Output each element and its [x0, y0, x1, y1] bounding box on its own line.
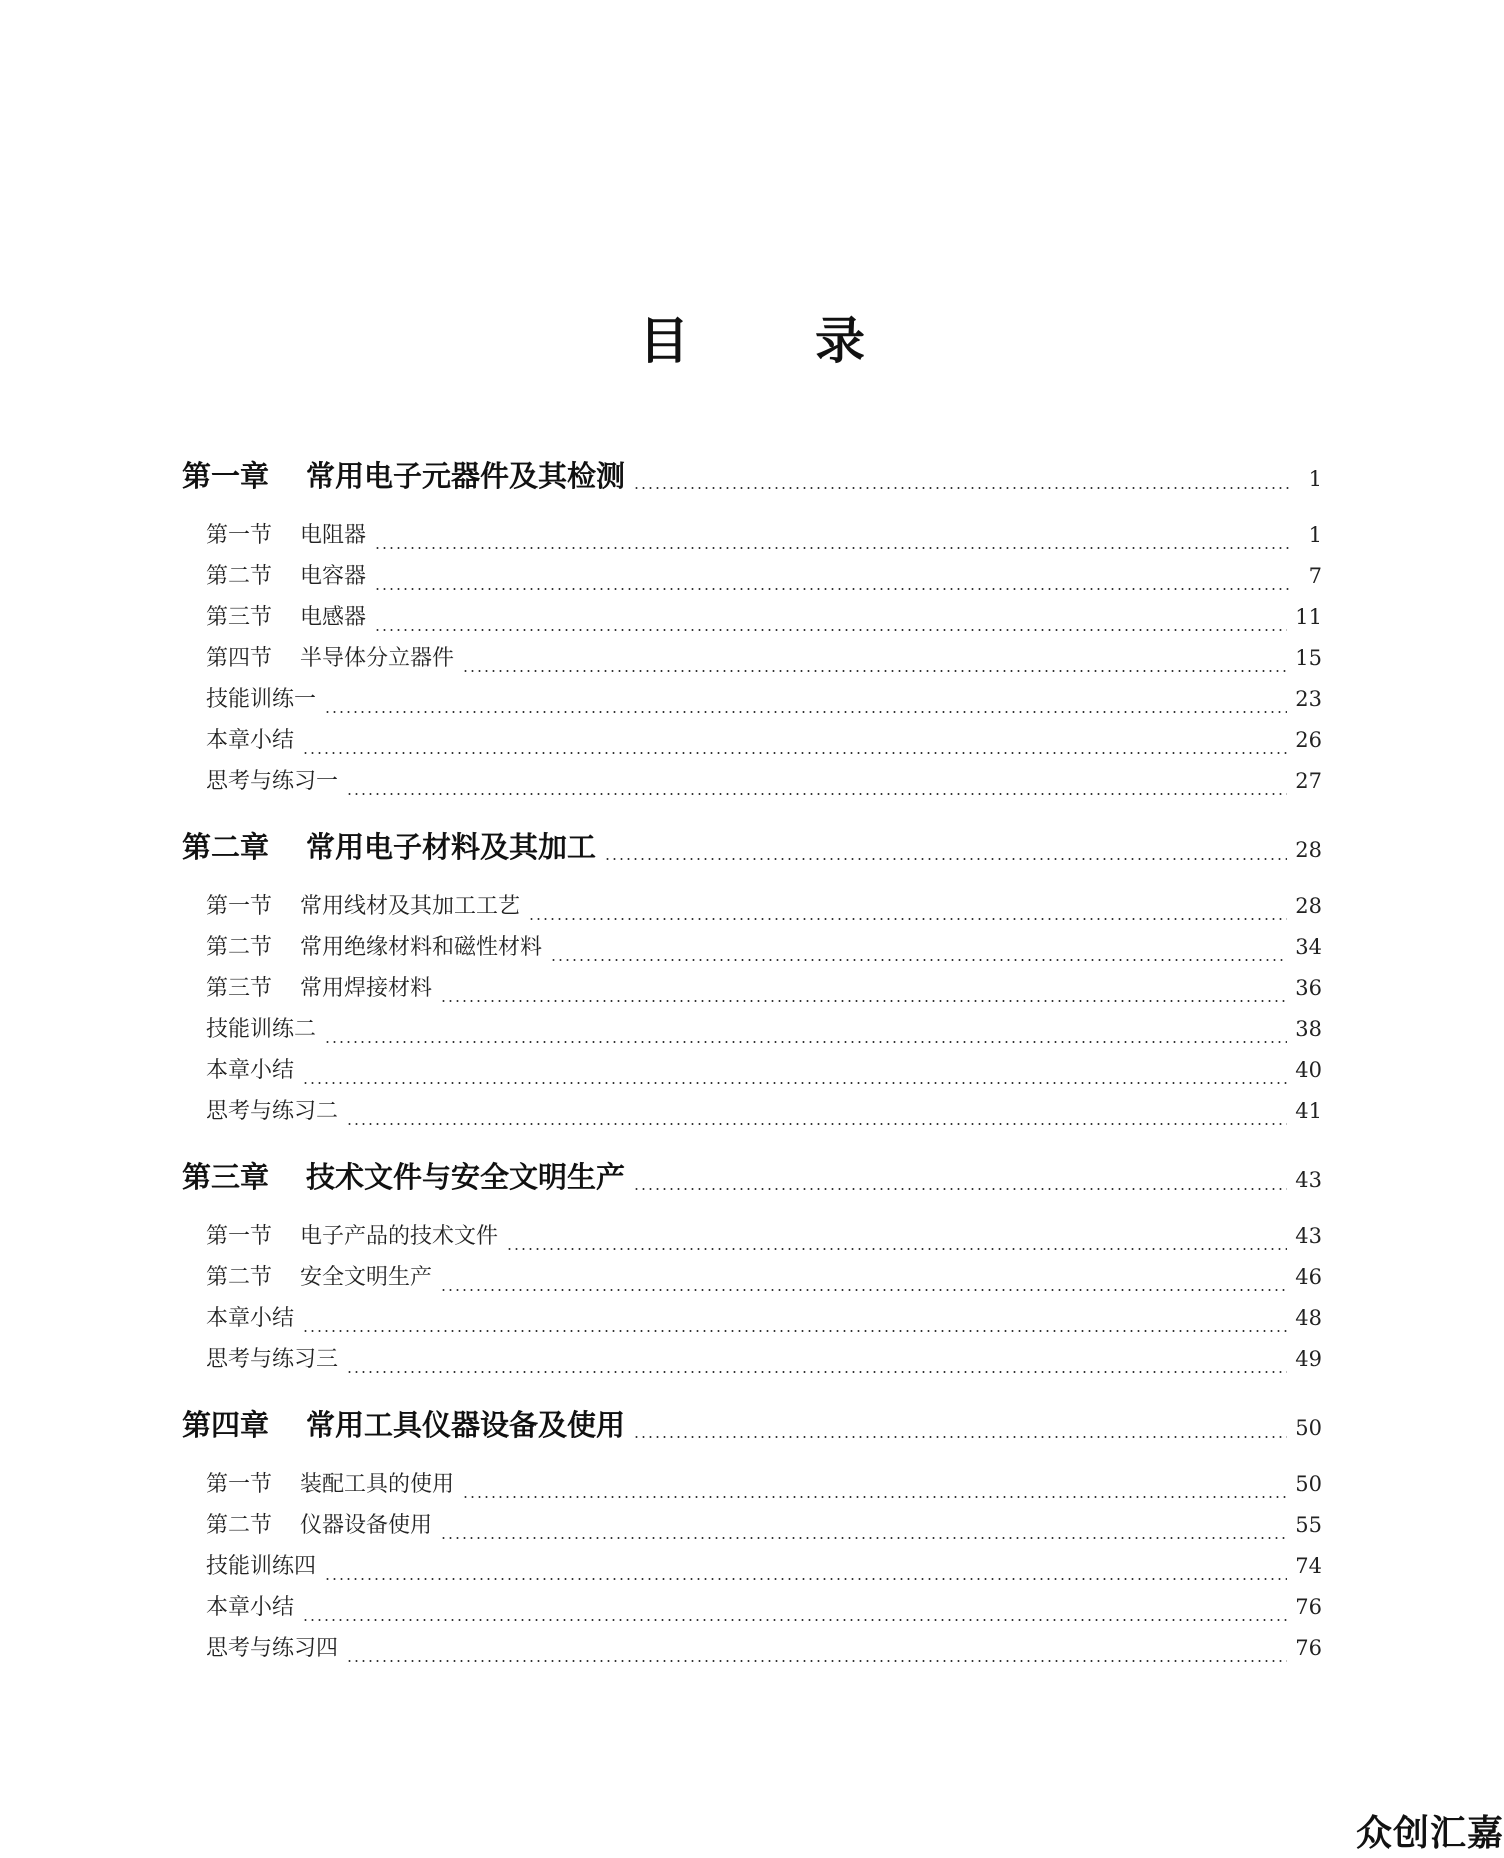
section-title: 思考与练习二	[206, 1099, 339, 1124]
dot-leader	[346, 1660, 1287, 1662]
dot-leader	[440, 1289, 1287, 1291]
page-number: 26	[1295, 728, 1322, 752]
toc-chapter-row[interactable]	[182, 1403, 1322, 1447]
toc-section-row[interactable]	[206, 971, 1322, 1009]
section-title: 安全文明生产	[300, 1265, 433, 1290]
toc-section-row[interactable]	[206, 1219, 1322, 1257]
dot-leader	[604, 858, 1287, 860]
toc-section-row[interactable]	[206, 1467, 1322, 1505]
chapter-title: 常用工具仪器设备及使用	[306, 1408, 626, 1442]
section-title: 技能训练二	[206, 1017, 317, 1042]
section-number: 第一节	[206, 523, 273, 548]
section-title: 常用线材及其加工工艺	[300, 894, 521, 919]
toc-chapter-row[interactable]	[182, 825, 1322, 869]
page-number: 76	[1295, 1595, 1322, 1619]
section-title: 本章小结	[206, 1058, 295, 1083]
dot-leader	[346, 1123, 1287, 1125]
section-number: 第一节	[206, 1472, 273, 1497]
page-number: 15	[1295, 646, 1322, 670]
toc-section-row[interactable]	[206, 1631, 1322, 1669]
dot-leader	[440, 1000, 1287, 1002]
dot-leader	[346, 793, 1287, 795]
toc-section-row[interactable]	[206, 641, 1322, 679]
page-number: 40	[1295, 1058, 1322, 1082]
page-number: 7	[1308, 564, 1322, 588]
dot-leader	[374, 588, 1290, 590]
toc-section-row[interactable]	[206, 1301, 1322, 1339]
section-number: 第二节	[206, 1265, 273, 1290]
chapter-title: 技术文件与安全文明生产	[306, 1160, 626, 1194]
page-number: 48	[1295, 1306, 1322, 1330]
section-title: 装配工具的使用	[300, 1472, 455, 1497]
dot-leader	[506, 1248, 1287, 1250]
section-number: 第四节	[206, 646, 273, 671]
dot-leader	[324, 1578, 1287, 1580]
chapter-number: 第四章	[182, 1408, 270, 1442]
section-title: 常用绝缘材料和磁性材料	[300, 935, 543, 960]
dot-leader	[528, 918, 1287, 920]
dot-leader	[633, 1188, 1287, 1190]
dot-leader	[302, 1082, 1287, 1084]
page-number: 41	[1295, 1099, 1322, 1123]
section-title: 半导体分立器件	[300, 646, 455, 671]
page-number: 28	[1295, 894, 1322, 918]
page-number: 1	[1308, 467, 1322, 491]
page-number: 34	[1295, 935, 1322, 959]
section-title: 技能训练四	[206, 1554, 317, 1579]
page-number: 23	[1295, 687, 1322, 711]
section-title: 思考与练习一	[206, 769, 339, 794]
section-title: 电容器	[300, 564, 367, 589]
page-number: 28	[1295, 838, 1322, 862]
section-title: 技能训练一	[206, 687, 317, 712]
page-title	[0, 302, 1504, 372]
toc-section-row[interactable]	[206, 1260, 1322, 1298]
dot-leader	[324, 1041, 1287, 1043]
section-number: 第二节	[206, 564, 273, 589]
section-number: 第一节	[206, 894, 273, 919]
dot-leader	[346, 1371, 1287, 1373]
chapter-number: 第三章	[182, 1160, 270, 1194]
section-title: 思考与练习三	[206, 1347, 339, 1372]
section-number: 第二节	[206, 935, 273, 960]
chapter-number: 第二章	[182, 830, 270, 864]
page-number: 11	[1295, 605, 1322, 629]
dot-leader	[324, 711, 1287, 713]
page-number: 1	[1308, 523, 1322, 547]
page-number: 38	[1295, 1017, 1322, 1041]
section-title: 本章小结	[206, 1595, 295, 1620]
section-title: 电阻器	[300, 523, 367, 548]
page-number: 74	[1295, 1554, 1322, 1578]
page-number: 46	[1295, 1265, 1322, 1289]
toc-section-row[interactable]	[206, 682, 1322, 720]
chapter-number: 第一章	[182, 459, 270, 493]
watermark-logo: 众创汇嘉	[1355, 1812, 1504, 1854]
section-title: 常用焊接材料	[300, 976, 433, 1001]
page-number: 50	[1295, 1472, 1322, 1496]
page-number: 55	[1295, 1513, 1322, 1537]
dot-leader	[302, 1330, 1287, 1332]
section-number: 第三节	[206, 976, 273, 1001]
toc-section-row[interactable]	[206, 1053, 1322, 1091]
dot-leader	[633, 487, 1290, 489]
toc-section-row[interactable]	[206, 1012, 1322, 1050]
toc-section-row[interactable]	[206, 889, 1322, 927]
page-number: 27	[1295, 769, 1322, 793]
toc-chapter-row[interactable]	[182, 454, 1322, 498]
section-number: 第三节	[206, 605, 273, 630]
dot-leader	[633, 1436, 1287, 1438]
section-title: 思考与练习四	[206, 1636, 339, 1661]
toc-section-row[interactable]	[206, 559, 1322, 597]
toc-section-row[interactable]	[206, 600, 1322, 638]
page-number: 50	[1295, 1416, 1322, 1440]
toc-section-row[interactable]	[206, 723, 1322, 761]
section-title: 仪器设备使用	[300, 1513, 433, 1538]
toc-section-row[interactable]	[206, 930, 1322, 968]
toc-section-row[interactable]	[206, 1094, 1322, 1132]
dot-leader	[550, 959, 1287, 961]
dot-leader	[440, 1537, 1287, 1539]
section-title: 电感器	[300, 605, 367, 630]
title-char-2: 录	[815, 312, 865, 370]
toc-section-row[interactable]	[206, 1549, 1322, 1587]
section-title: 本章小结	[206, 1306, 295, 1331]
page-number: 43	[1295, 1168, 1322, 1192]
toc-section-row[interactable]	[206, 1590, 1322, 1628]
toc-section-row[interactable]	[206, 1508, 1322, 1546]
page-number: 43	[1295, 1224, 1322, 1248]
toc-section-row[interactable]	[206, 764, 1322, 802]
page-number: 76	[1295, 1636, 1322, 1660]
chapter-title: 常用电子材料及其加工	[306, 830, 597, 864]
dot-leader	[302, 752, 1287, 754]
section-title: 电子产品的技术文件	[300, 1224, 499, 1249]
dot-leader	[374, 629, 1287, 631]
page-number: 49	[1295, 1347, 1322, 1371]
dot-leader	[462, 670, 1287, 672]
dot-leader	[302, 1619, 1287, 1621]
page-number: 36	[1295, 976, 1322, 1000]
section-number: 第一节	[206, 1224, 273, 1249]
title-char-1: 目	[639, 312, 689, 370]
section-title: 本章小结	[206, 728, 295, 753]
chapter-title: 常用电子元器件及其检测	[306, 459, 626, 493]
toc-chapter-row[interactable]	[182, 1155, 1322, 1199]
dot-leader	[462, 1496, 1287, 1498]
section-number: 第二节	[206, 1513, 273, 1538]
dot-leader	[374, 547, 1290, 549]
toc-section-row[interactable]	[206, 518, 1322, 556]
toc-section-row[interactable]	[206, 1342, 1322, 1380]
